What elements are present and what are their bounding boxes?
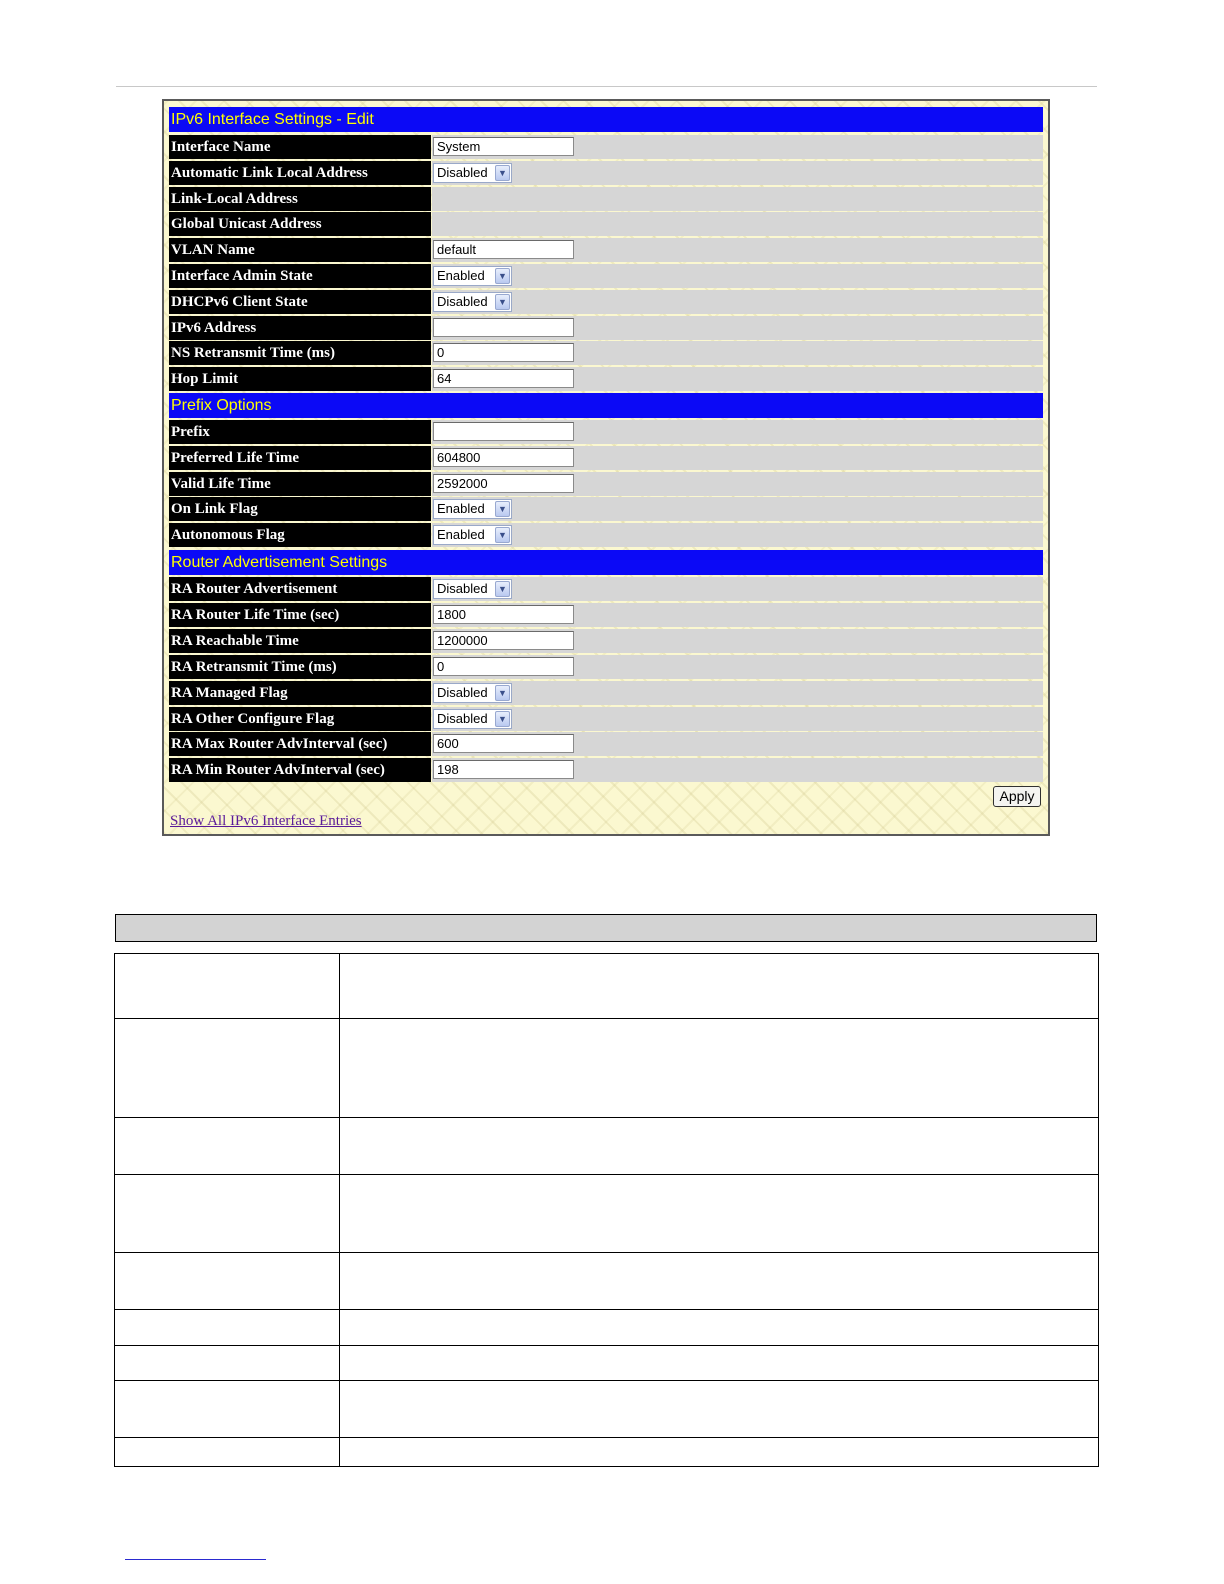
field-cell bbox=[432, 420, 1043, 444]
field-cell bbox=[432, 497, 1043, 521]
table-row bbox=[115, 1310, 1099, 1346]
row-ra-router-life-time-sec bbox=[169, 603, 1043, 627]
apply-button[interactable]: Apply bbox=[993, 786, 1041, 807]
field-label: DHCPv6 Client State bbox=[169, 290, 431, 314]
field-label: IPv6 Address bbox=[169, 316, 431, 340]
field-cell bbox=[432, 758, 1043, 782]
chevron-down-icon[interactable]: ▼ bbox=[495, 294, 510, 310]
select-value: Disabled bbox=[437, 164, 488, 180]
field-cell bbox=[432, 187, 1043, 211]
on-link-flag-select[interactable] bbox=[433, 499, 512, 519]
chevron-down-icon[interactable]: ▼ bbox=[495, 268, 510, 284]
row-interface-name bbox=[169, 135, 1043, 159]
field-label: RA Other Configure Flag bbox=[169, 707, 431, 731]
select-value: Disabled bbox=[437, 581, 488, 596]
select-value: Enabled bbox=[437, 268, 485, 283]
field-cell bbox=[432, 135, 1043, 159]
field-label: RA Retransmit Time (ms) bbox=[169, 655, 431, 679]
field-cell bbox=[432, 523, 1043, 547]
vlan-name-input[interactable]: default bbox=[433, 240, 574, 259]
chevron-down-icon[interactable]: ▼ bbox=[495, 527, 510, 543]
field-cell bbox=[432, 161, 1043, 185]
table-row bbox=[115, 1346, 1099, 1381]
field-label: Link-Local Address bbox=[169, 187, 431, 211]
field-label: RA Min Router AdvInterval (sec) bbox=[169, 758, 431, 782]
ra-reachable-time-input[interactable]: 1200000 bbox=[433, 631, 574, 650]
ra-other-configure-flag-select[interactable] bbox=[433, 709, 512, 729]
description-table-header bbox=[115, 914, 1097, 942]
row-ra-managed-flag bbox=[169, 681, 1043, 705]
footer-rule bbox=[125, 1559, 266, 1560]
field-cell bbox=[432, 732, 1043, 756]
valid-life-time-input[interactable]: 2592000 bbox=[433, 474, 574, 493]
row-automatic-link-local-address bbox=[169, 161, 1043, 185]
table-row bbox=[115, 1438, 1099, 1467]
field-label: Interface Name bbox=[169, 135, 431, 159]
field-label: VLAN Name bbox=[169, 238, 431, 262]
dhcpv6-client-state-select[interactable] bbox=[433, 292, 512, 312]
table-row bbox=[115, 1253, 1099, 1310]
field-label: On Link Flag bbox=[169, 497, 431, 521]
table-row bbox=[115, 1118, 1099, 1175]
ra-router-life-time-sec-input[interactable]: 1800 bbox=[433, 605, 574, 624]
field-cell bbox=[432, 212, 1043, 236]
field-cell bbox=[432, 707, 1043, 731]
field-label: NS Retransmit Time (ms) bbox=[169, 341, 431, 365]
show-all-entries-link[interactable]: Show All IPv6 Interface Entries bbox=[170, 813, 362, 829]
field-cell bbox=[432, 290, 1043, 314]
select-value: Enabled bbox=[437, 527, 485, 543]
row-dhcpv6-client-state bbox=[169, 290, 1043, 314]
field-cell bbox=[432, 238, 1043, 262]
field-cell bbox=[432, 472, 1043, 496]
row-on-link-flag bbox=[169, 497, 1043, 521]
field-cell bbox=[432, 681, 1043, 705]
prefix-options-header: Prefix Options bbox=[169, 393, 1043, 418]
preferred-life-time-input[interactable]: 604800 bbox=[433, 448, 574, 467]
field-cell bbox=[432, 577, 1043, 601]
chevron-down-icon[interactable]: ▼ bbox=[495, 165, 510, 181]
row-vlan-name bbox=[169, 238, 1043, 262]
row-ra-other-configure-flag bbox=[169, 707, 1043, 731]
field-label: Prefix bbox=[169, 420, 431, 444]
field-cell bbox=[432, 629, 1043, 653]
field-label: RA Router Life Time (sec) bbox=[169, 603, 431, 627]
table-row bbox=[115, 1175, 1099, 1253]
autonomous-flag-select[interactable] bbox=[433, 525, 512, 545]
row-interface-admin-state bbox=[169, 264, 1043, 288]
field-cell bbox=[432, 446, 1043, 470]
field-label: Autonomous Flag bbox=[169, 523, 431, 547]
automatic-link-local-address-select[interactable] bbox=[433, 163, 512, 183]
field-label: RA Managed Flag bbox=[169, 681, 431, 705]
select-value: Enabled bbox=[437, 501, 485, 517]
ipv6-address-input[interactable] bbox=[433, 318, 574, 337]
row-valid-life-time bbox=[169, 472, 1043, 496]
hop-limit-input[interactable]: 64 bbox=[433, 369, 574, 388]
row-ra-retransmit-time-ms bbox=[169, 655, 1043, 679]
row-global-unicast-address bbox=[169, 212, 1043, 236]
row-ra-max-router-advinterval-sec bbox=[169, 732, 1043, 756]
field-cell bbox=[432, 316, 1043, 340]
select-value: Disabled bbox=[437, 710, 488, 726]
ra-router-advertisement-select[interactable] bbox=[433, 579, 512, 599]
field-label: Global Unicast Address bbox=[169, 212, 431, 236]
row-autonomous-flag bbox=[169, 523, 1043, 547]
ra-min-router-advinterval-sec-input[interactable]: 198 bbox=[433, 760, 574, 779]
table-row bbox=[115, 1381, 1099, 1438]
description-table bbox=[114, 953, 1099, 1467]
interface-name-input[interactable]: System bbox=[433, 137, 574, 156]
field-label: RA Reachable Time bbox=[169, 629, 431, 653]
row-ipv6-address bbox=[169, 316, 1043, 340]
row-ra-min-router-advinterval-sec bbox=[169, 758, 1043, 782]
field-cell bbox=[432, 655, 1043, 679]
form-title: IPv6 Interface Settings - Edit bbox=[169, 107, 1043, 132]
row-link-local-address bbox=[169, 187, 1043, 211]
ns-retransmit-time-ms-input[interactable]: 0 bbox=[433, 343, 574, 362]
table-row bbox=[115, 1019, 1099, 1118]
field-label: Hop Limit bbox=[169, 367, 431, 391]
row-ra-router-advertisement bbox=[169, 577, 1043, 601]
chevron-down-icon[interactable]: ▼ bbox=[495, 711, 510, 727]
ra-managed-flag-select[interactable] bbox=[433, 683, 512, 703]
chevron-down-icon[interactable]: ▼ bbox=[495, 685, 510, 701]
row-prefix bbox=[169, 420, 1043, 444]
field-label: Valid Life Time bbox=[169, 472, 431, 496]
chevron-down-icon[interactable]: ▼ bbox=[495, 581, 510, 597]
row-ra-reachable-time bbox=[169, 629, 1043, 653]
interface-admin-state-select[interactable] bbox=[433, 266, 512, 286]
field-label: Interface Admin State bbox=[169, 264, 431, 288]
row-ns-retransmit-time-ms bbox=[169, 341, 1043, 365]
select-value: Disabled bbox=[437, 684, 488, 700]
field-label: Preferred Life Time bbox=[169, 446, 431, 470]
field-cell bbox=[432, 367, 1043, 391]
table-row bbox=[115, 954, 1099, 1019]
ra-retransmit-time-ms-input[interactable]: 0 bbox=[433, 657, 574, 676]
field-label: RA Router Advertisement bbox=[169, 577, 431, 601]
select-value: Disabled bbox=[437, 293, 488, 309]
field-cell bbox=[432, 264, 1043, 288]
row-preferred-life-time bbox=[169, 446, 1043, 470]
top-rule bbox=[116, 86, 1097, 87]
ra-max-router-advinterval-sec-input[interactable]: 600 bbox=[433, 734, 574, 753]
router-advertisement-header: Router Advertisement Settings bbox=[169, 550, 1043, 575]
chevron-down-icon[interactable]: ▼ bbox=[495, 501, 510, 517]
prefix-input[interactable] bbox=[433, 422, 574, 441]
field-label: RA Max Router AdvInterval (sec) bbox=[169, 732, 431, 756]
row-hop-limit bbox=[169, 367, 1043, 391]
field-cell bbox=[432, 603, 1043, 627]
field-label: Automatic Link Local Address bbox=[169, 161, 431, 185]
field-cell bbox=[432, 341, 1043, 365]
